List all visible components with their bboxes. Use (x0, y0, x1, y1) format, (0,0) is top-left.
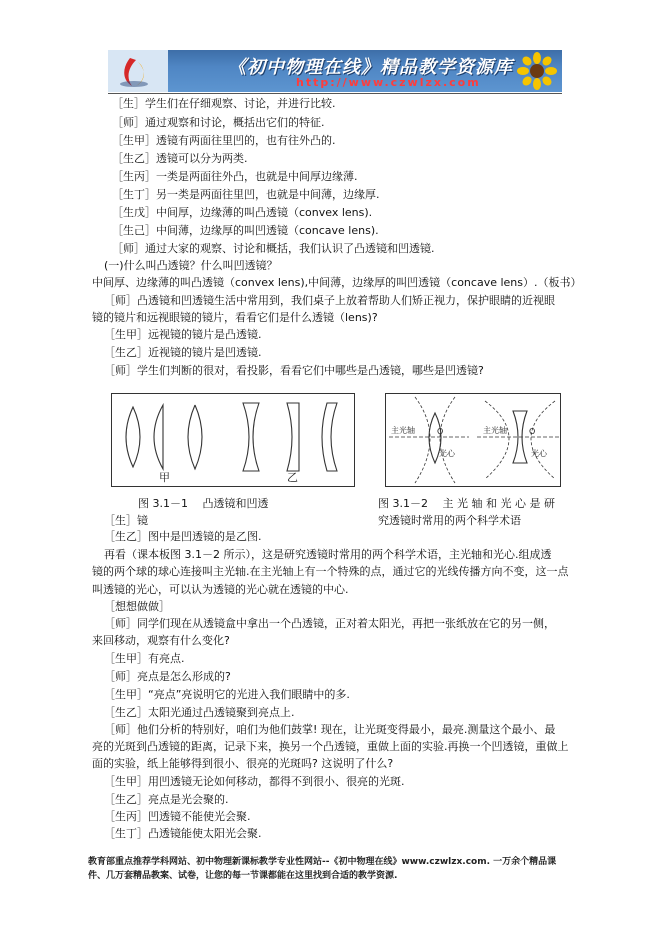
text-line: ［生丁］凸透镜能使太阳光会聚. (104, 827, 262, 840)
svg-text:O: O (437, 427, 444, 436)
lens-biconcave (243, 403, 259, 471)
text-line: ［生戊］中间厚，边缘薄的叫凸透镜（convex lens). (112, 206, 373, 219)
text-line: ［生甲］远视镜的镜片是凸透镜. (104, 328, 262, 341)
text-line: ［生甲］有亮点. (104, 652, 185, 665)
figure-principal-axis (385, 393, 561, 487)
figure-lens-types (111, 393, 355, 487)
header-banner (108, 50, 562, 92)
text-line: ［生丁］另一类是两面往里凹，也就是中间薄，边缘厚. (112, 188, 380, 201)
site-logo (108, 50, 168, 92)
text-line: 来回移动，观察有什么变化? (92, 634, 230, 647)
text-line: 中间厚、边缘薄的叫凸透镜（convex lens),中间薄，边缘厚的叫凹透镜（concave lens）.（板书） (92, 276, 582, 289)
text-line: ［生丙］一类是两面往外凸，也就是中间厚边缘薄. (112, 170, 358, 183)
header-url[interactable]: http://www.czwlzx.com (296, 76, 481, 89)
svg-text:主光轴: 主光轴 (391, 426, 415, 435)
text-line: ［师］同学们现在从透镜盒中拿出一个凸透镜，正对着太阳光，再把一张纸放在它的另一侧， (104, 617, 555, 630)
figure2-caption-line1: 图 3.1－2 主 光 轴 和 光 心 是 研 (378, 497, 555, 510)
text-line: ［师］学生们判断的很对，看投影，看看它们中哪些是凸透镜，哪些是凹透镜? (104, 364, 484, 377)
text-line: ［生丙］凹透镜不能使光会聚. (104, 810, 251, 823)
text-line: 镜的两个球的球心连接叫主光轴.在主光轴上有一个特殊的点，通过它的光线传播方向不变，这一点 (92, 565, 569, 578)
lens-meniscus-convex (188, 405, 202, 469)
text-line: ［师］通过观察和讨论，概括出它们的特征. (112, 116, 325, 129)
text-line: 叫透镜的光心，可以认为透镜的光心就在透镜的中心. (92, 583, 349, 596)
svg-text:主光轴: 主光轴 (483, 426, 507, 435)
text-line: 亮的光斑到凸透镜的距离，记录下来，换另一个凸透镜，重做上面的实验.再换一个凹透镜，重做上 (92, 740, 569, 753)
section-heading: (一)什么叫凸透镜？什么叫凹透镜？ (104, 259, 278, 272)
lens-planoconvex (154, 405, 163, 469)
header-title: 《初中物理在线》精品教学资源库 (228, 57, 513, 78)
text-line: ［生乙］太阳光通过凸透镜聚到亮点上. (104, 706, 295, 719)
text-line: ［生］学生们在仔细观察、讨论，并进行比较. (112, 97, 336, 110)
text-line: ［生乙］透镜可以分为两类. (112, 152, 248, 165)
text-line: 面的实验，纸上能够得到很小、很亮的光斑吗? 这说明了什么? (92, 757, 394, 770)
figure1-caption: 图 3.1－1 凸透镜和凹透 (138, 497, 269, 510)
footer-line2: 件、几万套精品教案、试卷，让您的每一节课都能在这里找到合适的教学资源. (88, 871, 398, 881)
svg-text:光心: 光心 (531, 449, 547, 458)
text-line: 再看（课本板图 3.1－2 所示），这是研究透镜时常用的两个科学术语，主光轴和光心.组成透 (104, 548, 552, 561)
text-line: ［生己］中间薄，边缘厚的叫凹透镜（concave lens). (112, 224, 379, 237)
text-line: ［生甲］“亮点”亮说明它的光进入我们眼睛中的多. (104, 688, 350, 701)
text-line: ［生乙］近视镜的镜片是凹透镜. (104, 346, 262, 359)
lens-biconvex (126, 407, 140, 467)
text-line: ［生甲］透镜有两面往里凹的，也有往外凸的. (112, 134, 336, 147)
text-line: ［生乙］图中是凹透镜的是乙图. (104, 530, 262, 543)
text-line: ［师］通过大家的观察、讨论和概括，我们认识了凸透镜和凹透镜. (112, 242, 435, 255)
lens-meniscus-concave (322, 403, 337, 471)
svg-text:O: O (529, 427, 536, 436)
text-line: ［师］亮点是怎么形成的? (104, 670, 231, 683)
lens-planoconcave (287, 403, 299, 471)
text-line: ［生甲］用凹透镜无论如何移动，都得不到很小、很亮的光斑. (104, 775, 405, 788)
text-line: ［想想做做］ (104, 600, 170, 613)
sunflower-icon (516, 52, 558, 90)
figure2-caption-line2: 究透镜时常用的两个科学术语 (378, 514, 521, 527)
label-yi: 乙 (287, 471, 298, 484)
header-rule (108, 93, 562, 94)
text-line-partial: ［生］镜 (104, 514, 148, 527)
text-line: ［师］凸透镜和凹透镜生活中常用到，我们桌子上放着帮助人们矫正视力，保护眼睛的近视眼 (104, 294, 555, 307)
text-line: ［师］他们分析的特别好，咱们为他们鼓掌! 现在，让光斑变得最小，最亮.测量这个最小、最 (104, 723, 556, 736)
footer-line1: 教育部重点推荐学科网站、初中物理新课标教学专业性网站--《初中物理在线》www.czwlzx.com. 一万余个精品课 (88, 857, 557, 867)
label-jia: 甲 (159, 471, 170, 484)
text-line: ［生乙］亮点是光会聚的. (104, 793, 229, 806)
text-line: 镜的镜片和远视眼镜的镜片，看看它们是什么透镜（lens)? (92, 311, 378, 324)
svg-text:光心: 光心 (439, 449, 455, 458)
